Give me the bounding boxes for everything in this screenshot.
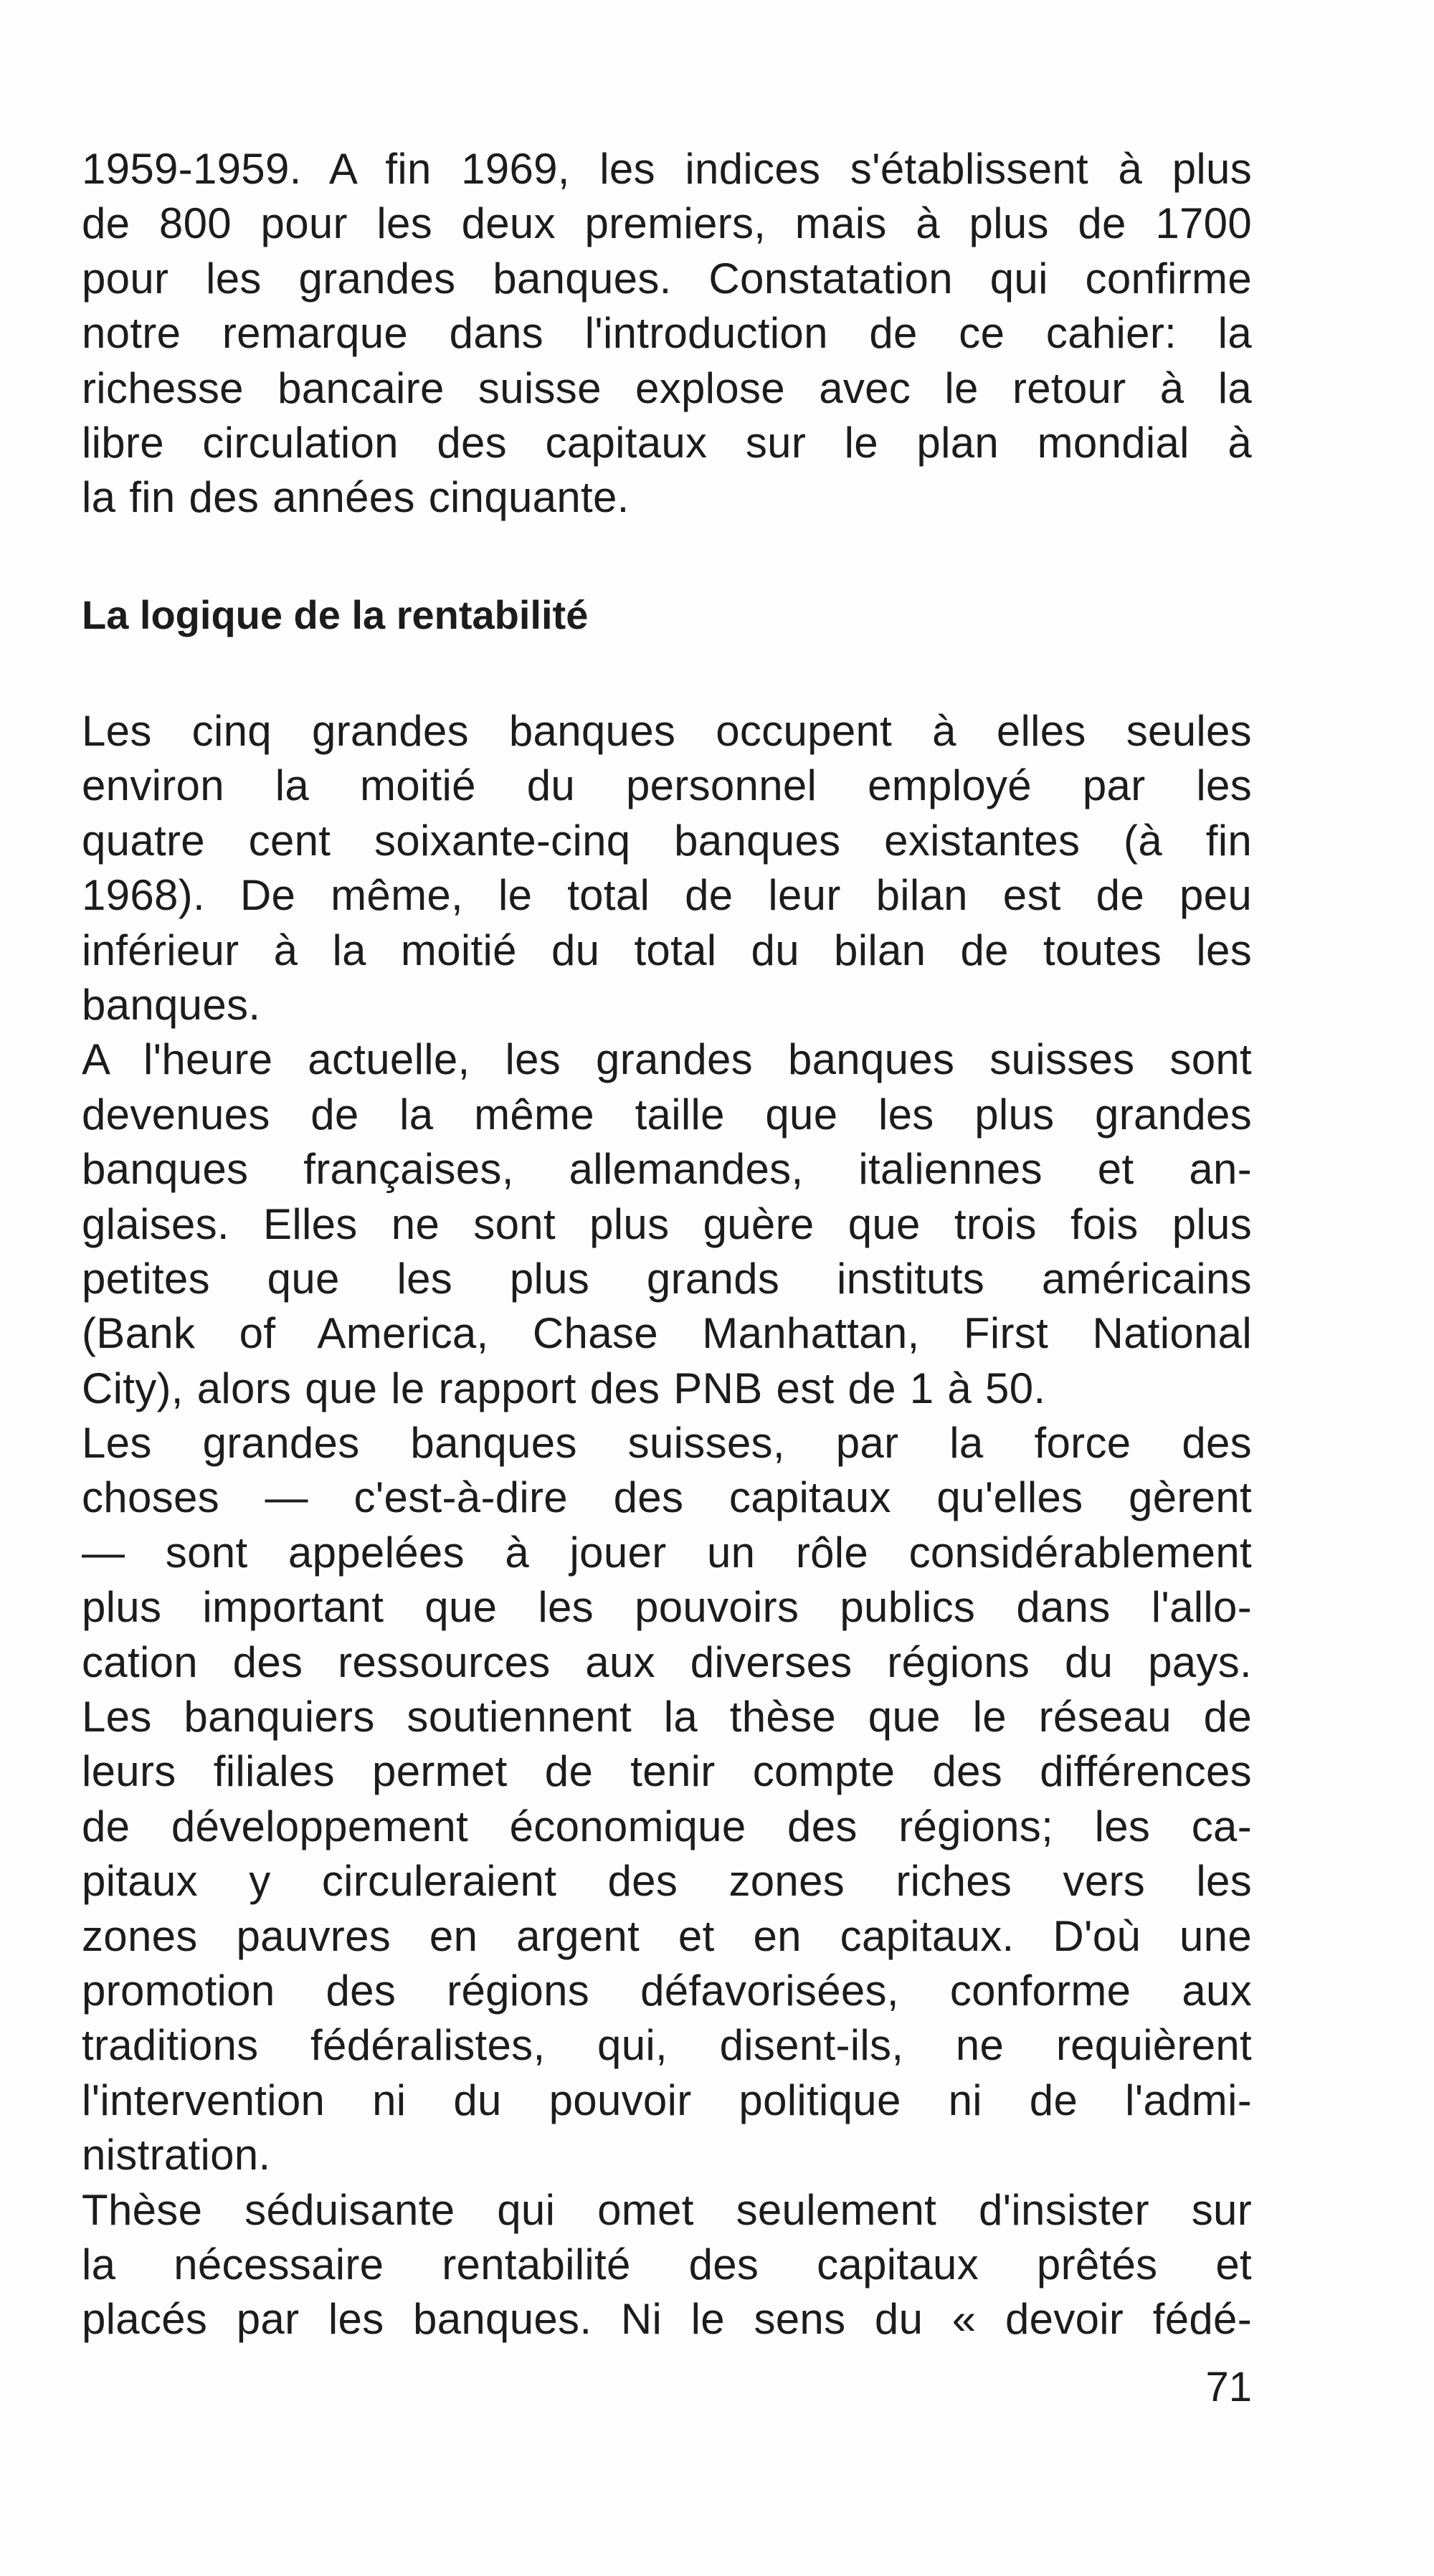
intro-paragraph: [82, 142, 1252, 526]
text-line: inférieur à la moitié du total du bilan de toutes les: [82, 926, 1252, 974]
text-line: glaises. Elles ne sont plus guère que trois fois plus: [82, 1199, 1252, 1248]
text-line: leurs filiales permet de tenir compte des différences: [82, 1747, 1252, 1796]
text-line: traditions fédéralistes, qui, disent-ils, ne requièrent: [82, 2021, 1252, 2070]
text-line: placés par les banques. Ni le sens du « devoir fédé-: [82, 2295, 1252, 2344]
text-line: libre circulation des capitaux sur le plan mondial à: [82, 418, 1252, 467]
text-line: notre remarque dans l'introduction de ce cahier: la: [82, 309, 1252, 358]
text-line: banques françaises, allemandes, italiennes et an-: [82, 1145, 1252, 1194]
text-line: de développement économique des régions; les ca-: [82, 1802, 1252, 1850]
text-line: pitaux y circuleraient des zones riches vers les: [82, 1857, 1252, 1906]
text-line: nistration.: [82, 2131, 271, 2180]
text-line: City), alors que le rapport des PNB est de 1 à 50.: [82, 1364, 1046, 1412]
text-line: richesse bancaire suisse explose avec le retour à la: [82, 363, 1252, 412]
text-line: Les grandes banques suisses, par la force des: [82, 1419, 1252, 1468]
text-line: Les banquiers soutiennent la thèse que le réseau de: [82, 1693, 1252, 1741]
text-line: banques.: [82, 980, 261, 1029]
text-line: de 800 pour les deux premiers, mais à plus de 1700: [82, 199, 1252, 248]
text-line: 1968). De même, le total de leur bilan est de peu: [82, 871, 1252, 920]
text-line: la nécessaire rentabilité des capitaux prêtés et: [82, 2240, 1252, 2289]
text-line: — sont appelées à jouer un rôle considérablement: [82, 1528, 1252, 1577]
text-line: (Bank of America, Chase Manhattan, First National: [82, 1309, 1252, 1358]
text-line: quatre cent soixante-cinq banques existantes (à fin: [82, 816, 1252, 865]
text-line: choses — c'est-à-dire des capitaux qu'elles gèrent: [82, 1473, 1252, 1522]
text-line: promotion des régions défavorisées, conforme aux: [82, 1966, 1252, 2015]
text-line: plus important que les pouvoirs publics dans l'allo-: [82, 1583, 1252, 1632]
text-line: la fin des années cinquante.: [82, 473, 630, 522]
section-heading: La logique de la rentabilité: [82, 592, 589, 637]
text-line: devenues de la même taille que les plus grandes: [82, 1090, 1252, 1139]
text-line: zones pauvres en argent et en capitaux. D'où une: [82, 1911, 1252, 1960]
text-line: 1959-1959. A fin 1969, les indices s'établissent à plus: [82, 145, 1252, 193]
text-line: l'intervention ni du pouvoir politique ni de l'admi-: [82, 2076, 1252, 2124]
section-body: [82, 704, 1252, 2347]
text-line: A l'heure actuelle, les grandes banques suisses sont: [82, 1035, 1252, 1084]
text-line: pour les grandes banques. Constatation qui confirme: [82, 254, 1252, 303]
text-line: cation des ressources aux diverses régions du pays.: [82, 1638, 1252, 1686]
text-line: environ la moitié du personnel employé par les: [82, 761, 1252, 810]
text-line: Les cinq grandes banques occupent à elles seules: [82, 707, 1252, 755]
text-line: petites que les plus grands instituts américains: [82, 1254, 1252, 1303]
text-line: Thèse séduisante qui omet seulement d'insister sur: [82, 2185, 1252, 2234]
page-number: 71: [1205, 2364, 1252, 2410]
